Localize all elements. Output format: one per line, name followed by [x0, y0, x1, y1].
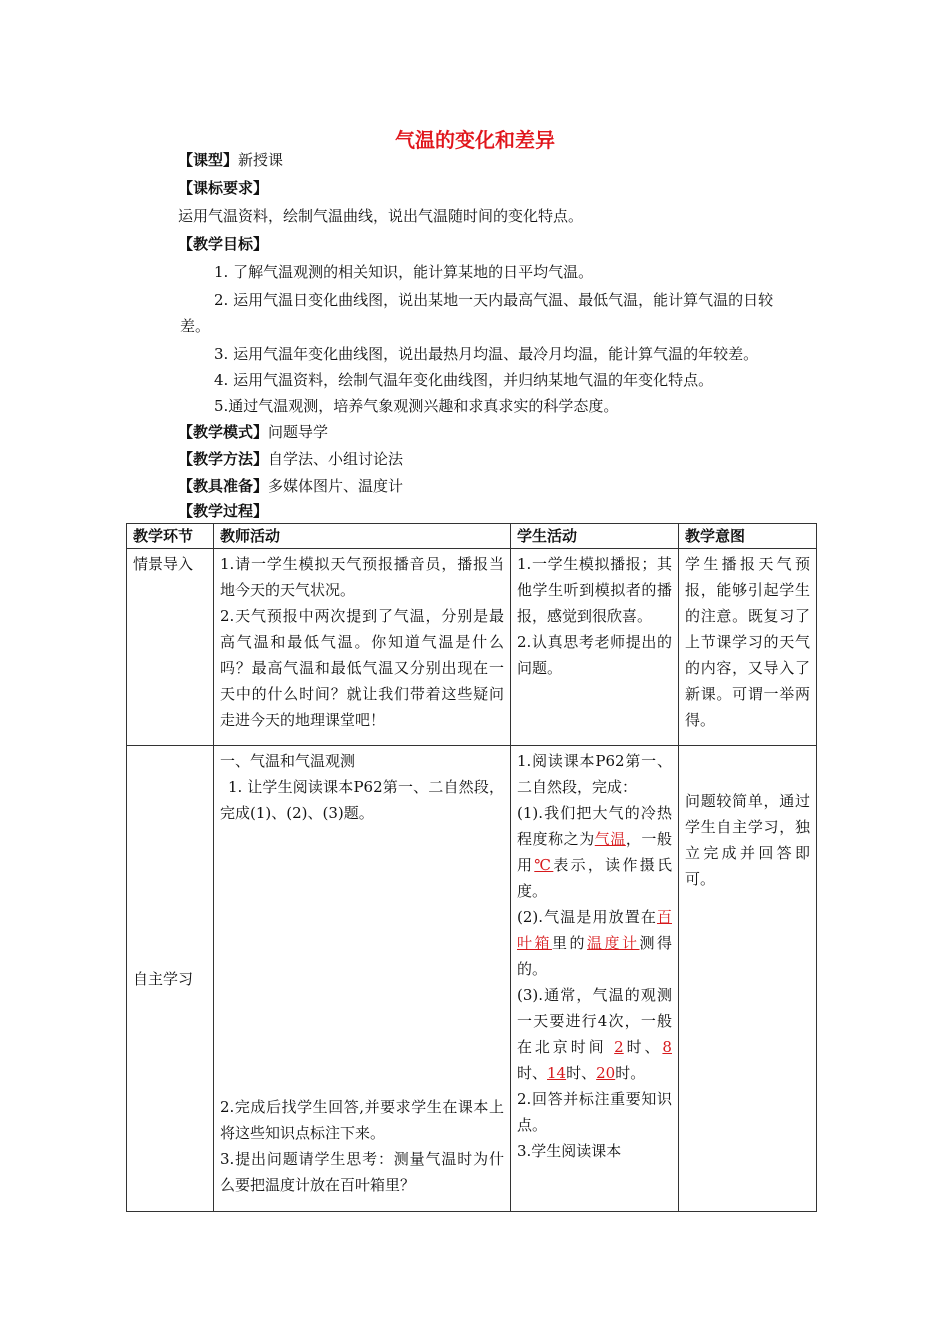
objective-5: 5.通过气温观测，培养气象观测兴趣和求真求实的科学态度。	[214, 397, 619, 415]
stage-label: 情景导入	[133, 555, 194, 573]
answer-text: 时、	[623, 1038, 663, 1056]
objective-4: 4. 运用气温资料，绘制气温年变化曲线图，并归纳某地气温的年变化特点。	[214, 371, 714, 389]
table-header-row	[127, 524, 817, 549]
intent-text: 问题较简单，通过学生自主学习，独立完成并回答即可。	[685, 792, 810, 888]
blank-answer: 2	[614, 1038, 624, 1056]
blank-answer: 8	[662, 1038, 672, 1056]
teacher-section-heading: 一、气温和气温观测	[220, 752, 356, 770]
student-answer-1	[517, 800, 672, 904]
intent-text: 学生播报天气预报，能够引起学生的注意。既复习了上节课学习的天气的内容，又导入了新课。可谓一举两得。	[685, 555, 810, 729]
student-intro: 1.阅读课本P62第一、二自然段，完成：	[517, 752, 672, 796]
course-type-value: 新授课	[238, 151, 284, 169]
header-student: 学生活动	[511, 524, 679, 549]
page-title: 气温的变化和差异	[395, 128, 555, 152]
process-label: 【教学过程】	[178, 502, 269, 520]
blank-answer: 百叶箱	[517, 908, 672, 952]
objective-3: 3. 运用气温年变化曲线图，说出最热月均温、最冷月均温，能计算气温的年较差。	[214, 345, 759, 363]
student-activity-1: 1.一学生模拟播报；其他学生听到模拟者的播报，感觉到很欣喜。	[517, 555, 672, 625]
stage-cell	[127, 549, 214, 746]
header-stage: 教学环节	[127, 524, 214, 549]
blank-answer: 温度计	[587, 934, 640, 952]
objectives-heading	[178, 234, 268, 254]
tools-label: 【教具准备】	[178, 477, 269, 495]
teacher-activity-2: 2.天气预报中两次提到了气温，分别是最高气温和最低气温。你知道气温是什么吗？最高气温和最低气温又分别出现在一天中的什么时间？就让我们带着这些疑问走进今天的地理课堂吧！	[220, 607, 504, 729]
teacher-activity-2: 2.完成后找学生回答,并要求学生在课本上将这些知识点标注下来。	[220, 1098, 504, 1142]
tools-line	[178, 476, 403, 496]
student-activity-2: 2.认真思考老师提出的问题。	[517, 633, 672, 677]
answer-text: ，一般用	[517, 830, 672, 874]
teacher-activity-3: 3.提出问题请学生思考：测量气温时为什么要把温度计放在百叶箱里？	[220, 1150, 504, 1194]
intent-cell	[679, 746, 817, 1212]
tools-value: 多媒体图片、温度计	[268, 477, 404, 495]
header-intent: 教学意图	[679, 524, 817, 549]
standard-heading	[178, 178, 268, 198]
teacher-followups	[220, 1094, 504, 1198]
answer-text: 测得的。	[517, 934, 672, 978]
table-row	[127, 746, 817, 1212]
student-activity-3: 3.学生阅读课本	[517, 1142, 622, 1160]
student-cell	[511, 746, 679, 1212]
standard-text: 运用气温资料，绘制气温曲线，说出气温随时间的变化特点。	[178, 207, 584, 225]
answer-text: 时、	[566, 1064, 597, 1082]
course-type-label: 【课型】	[178, 151, 239, 169]
mode-line	[178, 422, 328, 442]
objectives-label: 【教学目标】	[178, 235, 269, 253]
objective-1: 1. 了解气温观测的相关知识，能计算某地的日平均气温。	[214, 263, 594, 281]
mode-label: 【教学模式】	[178, 423, 269, 441]
stage-cell	[127, 746, 214, 1212]
teacher-cell	[214, 549, 511, 746]
process-heading	[178, 501, 268, 521]
teacher-cell	[214, 746, 511, 1212]
header-teacher: 教师活动	[214, 524, 511, 549]
method-value: 自学法、小组讨论法	[268, 450, 404, 468]
answer-text: 表示，读作摄氏度。	[517, 856, 672, 900]
answer-text: 时。	[615, 1064, 646, 1082]
method-line	[178, 449, 403, 469]
blank-answer: 20	[596, 1064, 616, 1082]
student-answer-2	[517, 904, 672, 982]
teacher-activity-1: 1.请一学生模拟天气预报播音员，播报当地今天的天气状况。	[220, 555, 504, 599]
blank-answer: 14	[547, 1064, 567, 1082]
student-cell	[511, 549, 679, 746]
method-label: 【教学方法】	[178, 450, 269, 468]
blank-answer: 气温	[594, 830, 626, 848]
table-row	[127, 549, 817, 746]
mode-value: 问题导学	[268, 423, 329, 441]
answer-text: (3).通常，气温的观测一天要进行4次，一般在北京时间	[517, 986, 672, 1056]
answer-text: (1).我们把大气的冷热程度称之为	[517, 804, 672, 848]
student-answer-3	[517, 982, 672, 1086]
stage-label: 自主学习	[133, 969, 194, 988]
intent-cell	[679, 549, 817, 746]
course-type-line	[178, 150, 283, 170]
answer-text: (2).气温是用放置在	[517, 908, 657, 926]
blank-answer: ℃	[534, 856, 554, 874]
answer-text: 里的	[552, 934, 587, 952]
answer-text: 时、	[517, 1064, 548, 1082]
objective-2b: 差。	[180, 317, 211, 335]
teacher-activity-1: 1. 让学生阅读课本P62第一、二自然段，完成(1)、(2)、(3)题。	[220, 778, 504, 822]
standard-label: 【课标要求】	[178, 179, 269, 197]
student-activity-2: 2.回答并标注重要知识点。	[517, 1090, 672, 1134]
objective-2a: 2. 运用气温日变化曲线图，说出某地一天内最高气温、最低气温，能计算气温的日较	[214, 291, 774, 309]
process-table	[126, 523, 817, 1212]
